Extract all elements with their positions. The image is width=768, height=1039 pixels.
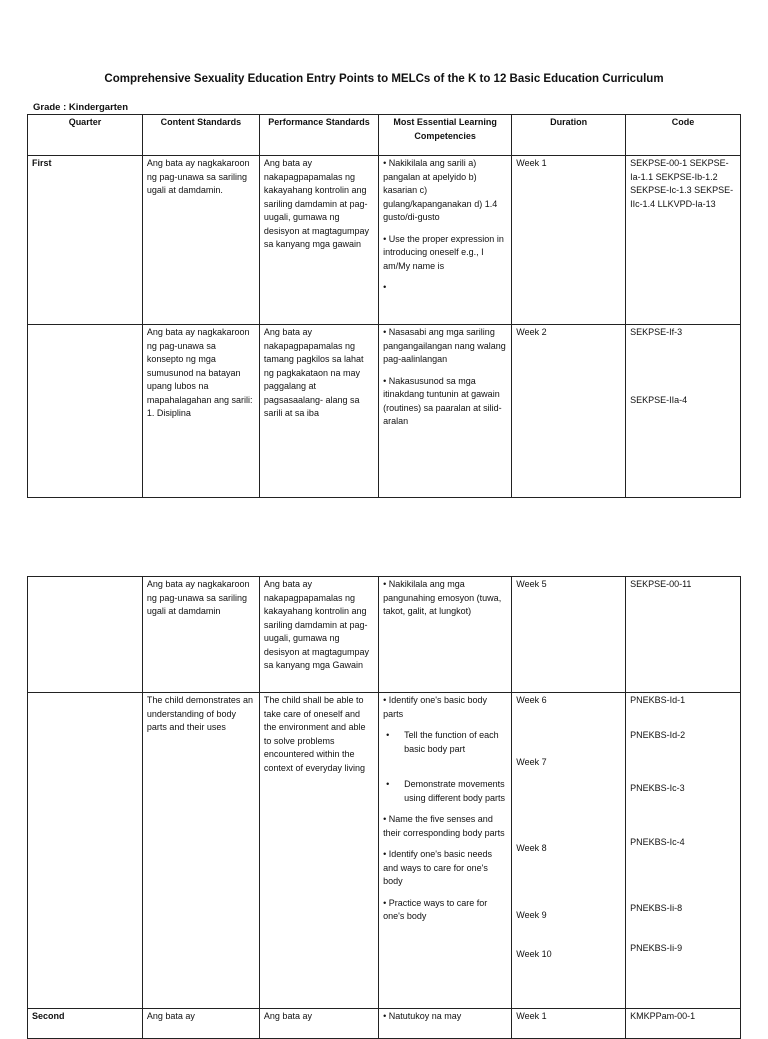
duration-item: Week 7 <box>516 756 547 767</box>
performance-standard-cell: The child shall be able to take care of oneself and the environment and able to solve problems encountered within the context of everyday living <box>259 693 378 1009</box>
code-item: PNEKBS-Ii-9 <box>630 942 683 953</box>
competencies-cell <box>379 325 512 498</box>
header-duration: Duration <box>512 115 626 156</box>
duration-cell: Week 1 <box>512 1009 626 1039</box>
code-item: SEKPSE-If-3 <box>630 327 683 337</box>
code-item: PNEKBS-Id-1 <box>630 695 686 705</box>
duration-item: Week 6 <box>516 695 547 705</box>
duration-cell: Week 1 <box>512 156 626 325</box>
table-row <box>28 156 741 325</box>
content-standard-cell: Ang bata ay <box>142 1009 259 1039</box>
duration-item: Week 10 <box>516 949 552 959</box>
bullet-icon: • <box>386 779 390 789</box>
competency-item: • Identify one's basic body parts <box>383 695 488 719</box>
bullet-icon: • <box>386 730 390 740</box>
duration-cell: Week 2 <box>512 325 626 498</box>
code-cell: SEKPSE-00-1 SEKPSE-Ia-1.1 SEKPSE-Ib-1.2 SEKPSE-Ic-1.3 SEKPSE-IIc-1.4 LLKVPD-Ia-13 <box>626 156 741 325</box>
competency-item: • Use the proper expression in introducing oneself e.g., I am/My name is <box>383 233 504 271</box>
competency-item: • Identify one's basic needs and ways to care for one's body <box>383 849 493 886</box>
performance-standard-cell: Ang bata ay nakapagpapamalas ng kakayahang kontrolin ang sariling damdamin at pag- uugali, gumawa ng desisyon at magtagumpay sa kanyang mga Gawain <box>259 577 378 693</box>
duration-item: Week 8 <box>516 843 547 853</box>
header-code: Code <box>626 115 741 156</box>
competency-item: • Practice ways to care for one's body <box>383 897 488 921</box>
competency-item: • Tell the function of each basic body part <box>386 730 499 754</box>
header-quarter: Quarter <box>28 115 143 156</box>
quarter-cell <box>28 693 143 1009</box>
competencies-cell <box>379 577 512 693</box>
grade-label: Grade : Kindergarten <box>33 102 129 113</box>
content-standard-cell: Ang bata ay nagkakaroon ng pag-unawa sa sariling ugali at damdamin. <box>142 156 259 325</box>
competency-item: • Nakikilala ang mga pangunahing emosyon (tuwa, takot, galit, at lungkot) <box>383 579 502 616</box>
code-item: PNEKBS-Ic-3 <box>630 783 685 793</box>
competency-item: • Name the five senses and their corresponding body parts <box>383 814 505 838</box>
table-row <box>28 325 741 498</box>
quarter-cell: First <box>28 156 143 325</box>
competency-item: • <box>383 282 387 292</box>
content-standard-cell: Ang bata ay nagkakaroon ng pag-unawa sa konsepto ng mga sumusunod na batayan upang lubos na mapahalagahan ang sarili: 1. Disiplina <box>142 325 259 498</box>
table-row <box>28 577 741 693</box>
duration-cell <box>512 693 626 1009</box>
duration-cell: Week 5 <box>512 577 626 693</box>
competencies-cell: • Natutukoy na may <box>379 1009 512 1039</box>
competency-table-2 <box>27 576 741 1039</box>
table-row <box>28 693 741 1009</box>
content-standard-cell: The child demonstrates an understanding of body parts and their uses <box>142 693 259 1009</box>
competency-item: • Nasasabi ang mga sariling pangangailangan nang walang pag-aalinlangan <box>383 327 506 364</box>
document-title: Comprehensive Sexuality Education Entry Points to MELCs of the K to 12 Basic Education Curriculum <box>104 73 664 85</box>
competencies-cell <box>379 156 512 325</box>
header-content-standards: Content Standards <box>142 115 259 156</box>
code-item: PNEKBS-Ii-8 <box>630 903 683 913</box>
competency-item: • Nakikilala ang sarili a) pangalan at apelyido b) kasarian c) gulang/kapanganakan d) 1.4 gusto/di-gusto <box>383 158 498 222</box>
code-cell <box>626 693 741 1009</box>
competency-table-1 <box>27 114 741 498</box>
header-performance-standards: Performance Standards <box>259 115 378 156</box>
code-item: PNEKBS-Ic-4 <box>630 836 685 847</box>
code-cell: KMKPPam-00-1 <box>626 1009 741 1039</box>
table-header-row <box>28 115 741 156</box>
content-standard-cell: Ang bata ay nagkakaroon ng pag-unawa sa sariling ugali at damdamin <box>142 577 259 693</box>
quarter-cell <box>28 577 143 693</box>
code-cell <box>626 325 741 498</box>
code-item: SEKPSE-IIa-4 <box>630 394 688 405</box>
competency-item: • Nakasusunod sa mga itinakdang tuntunin at gawain (routines) sa paaralan at silid-aralan <box>383 375 502 426</box>
performance-standard-cell: Ang bata ay <box>259 1009 378 1039</box>
header-competencies: Most Essential Learning Competencies <box>379 115 512 156</box>
competencies-cell <box>379 693 512 1009</box>
code-item: PNEKBS-Id-2 <box>630 729 686 740</box>
competency-item: • Demonstrate movements using different body parts <box>386 779 506 803</box>
performance-standard-cell: Ang bata ay nakapagpapamalas ng tamang pagkilos sa lahat ng pagkakataon na may paggalang at pagsasaalang- alang sa sarili at sa iba <box>259 325 378 498</box>
quarter-cell: Second <box>28 1009 143 1039</box>
quarter-cell <box>28 325 143 498</box>
code-cell: SEKPSE-00-11 <box>626 577 741 693</box>
duration-item: Week 9 <box>516 909 547 920</box>
performance-standard-cell: Ang bata ay nakapagpapamalas ng kakayahang kontrolin ang sariling damdamin at pag- uugali, gumawa ng desisyon at magtagumpay sa kanyang mga gawain <box>259 156 378 325</box>
